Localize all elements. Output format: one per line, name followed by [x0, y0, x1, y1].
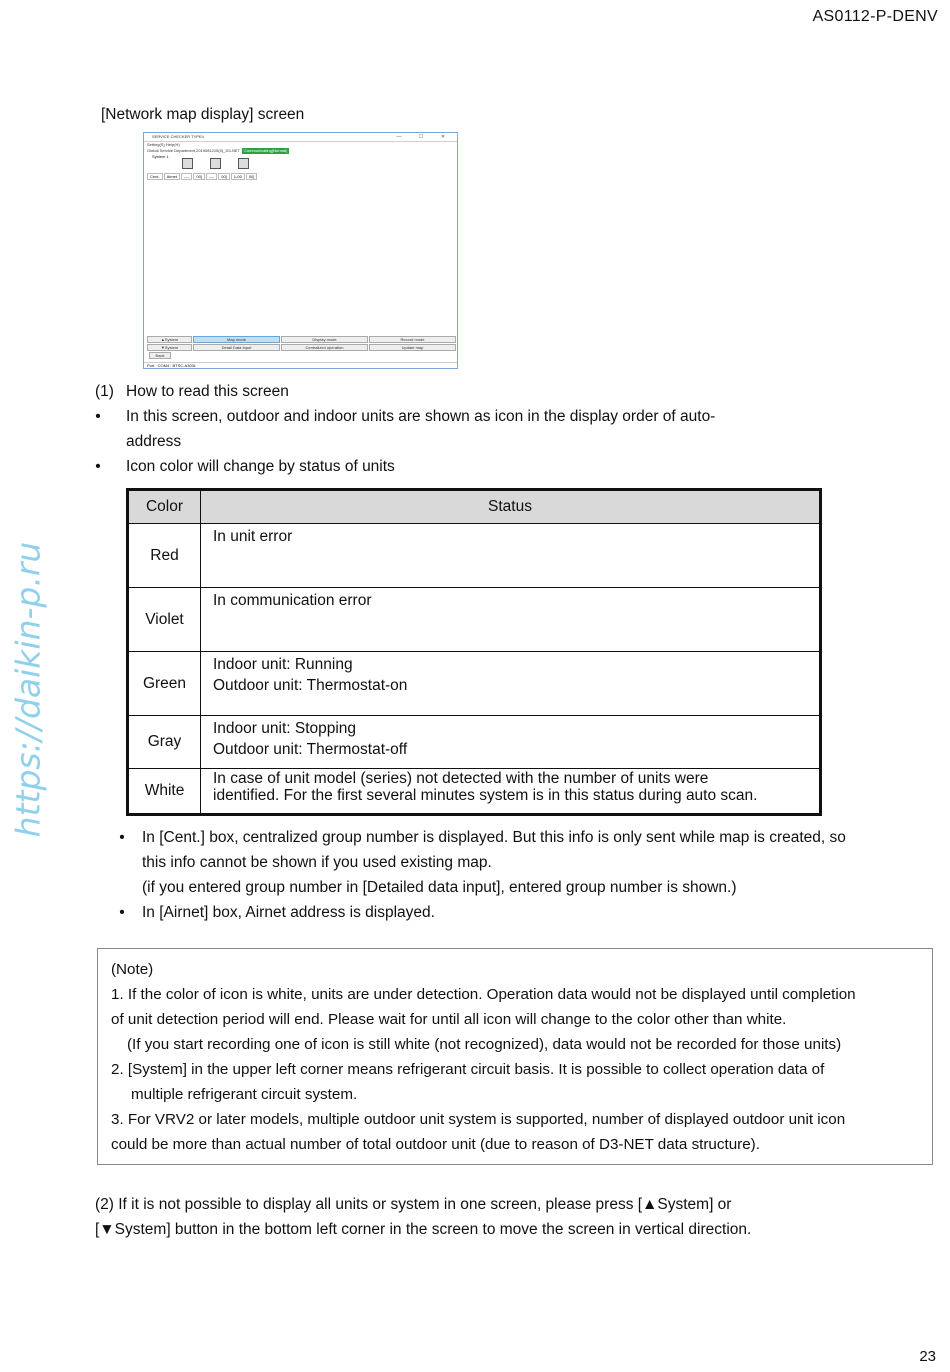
note-line: 3. For VRV2 or later models, multiple outdoor unit system is supported, number of displayed outdoor unit icon [111, 1111, 846, 1128]
thumb-back-button: Back [149, 352, 171, 359]
thumb-map-mode-button: Map mode [193, 336, 280, 343]
unit-icon [238, 158, 249, 169]
thumb-record-mode-button: Record mode [369, 336, 456, 343]
thumb-menubar: Setting(S) Help(H) [147, 142, 180, 147]
document-id: AS0112-P-DENV [812, 8, 938, 25]
note-line: of unit detection period will end. Please wait for until all icon will change to the color other than white. [111, 1011, 787, 1028]
thumb-button-row-2 [147, 344, 456, 351]
table-row [129, 716, 819, 769]
section1-heading: How to read this screen [126, 383, 289, 400]
thumb-box: Cent. [147, 173, 163, 180]
thumb-statusbar: Port : COM4 : BTSC-A303L [144, 362, 457, 368]
status-cell [201, 652, 819, 715]
thumb-comm-status: Communicating(Normal) [244, 148, 288, 153]
color-cell: Red [129, 524, 201, 587]
status-cell [201, 524, 819, 587]
status-line: In case of unit model (series) not detected with the number of units were [213, 770, 709, 787]
thumb-detail-data-button: Detail Data Input [193, 344, 280, 351]
section2-line2: [▼System] button in the bottom left corner in the screen to move the screen in vertical direction. [95, 1221, 752, 1238]
note-line: 1. If the color of icon is white, units are under detection. Operation data would not be displayed until completion [111, 986, 856, 1003]
thumb-button-row-1 [147, 336, 456, 343]
bullet-marker: • [119, 829, 125, 846]
note-line: (If you start recording one of icon is still white (not recognized), data would not be recorded for those units) [127, 1036, 842, 1053]
status-line: Outdoor unit: Thermostat-on [213, 677, 408, 694]
thumb-system-down-button: ▼System [147, 344, 192, 351]
thumb-system-label: System 1 [152, 154, 169, 159]
thumb-path: Global Service Department,2019081215(0)_D3-NET [147, 148, 240, 153]
bullet-marker: • [95, 458, 101, 475]
header-status: Status [488, 498, 532, 515]
table-row [129, 652, 819, 716]
thumb-box: ---- [206, 173, 217, 180]
thumb-address-boxes [147, 173, 258, 180]
watermark-url: https://daikin-p.ru [8, 541, 48, 838]
icon-color-table [126, 488, 822, 816]
bullet2-text: Icon color will change by status of units [126, 458, 395, 475]
thumb-titlebar [144, 133, 457, 142]
thumb-button-row-3 [147, 352, 456, 359]
note-box [97, 948, 933, 1165]
status-line: Indoor unit: Running [213, 656, 353, 673]
airnet-box-text: In [Airnet] box, Airnet address is displayed. [142, 904, 435, 921]
thumb-update-map-button: Update map [369, 344, 456, 351]
status-line: Outdoor unit: Thermostat-off [213, 741, 408, 758]
section2-line1: (2) If it is not possible to display all units or system in one screen, please press [▲System] or [95, 1196, 732, 1213]
header-color: Color [129, 491, 201, 523]
note-title: (Note) [111, 961, 154, 978]
thumb-display-mode-button: Display mode [281, 336, 368, 343]
color-cell: White [129, 769, 201, 813]
thumb-path-row [144, 148, 457, 154]
thumb-box: 1-00 [231, 173, 245, 180]
color-cell: Gray [129, 716, 201, 768]
bullet1-line2: address [126, 433, 182, 450]
cent-box-line1: In [Cent.] box, centralized group number is displayed. But this info is only sent while map is created, so [142, 829, 846, 846]
bullet-marker: • [95, 408, 101, 425]
thumb-centralized-button: Centralized operation [281, 344, 368, 351]
color-cell: Violet [129, 588, 201, 651]
thumb-window-controls: — ☐ ✕ [396, 134, 453, 140]
thumb-box: 00] [218, 173, 230, 180]
status-cell [201, 588, 819, 651]
page-number: 23 [919, 1348, 936, 1365]
bullet1-line1: In this screen, outdoor and indoor units are shown as icon in the display order of auto- [126, 408, 716, 425]
section1-number: (1) [95, 383, 114, 400]
status-line: identified. For the first several minutes system is in this status during auto scan. [213, 787, 758, 804]
thumb-box: ---- [181, 173, 192, 180]
screen-caption: [Network map display] screen [101, 106, 305, 123]
table-row [129, 588, 819, 652]
thumb-system-up-button: ▲System [147, 336, 192, 343]
thumb-box: 00] [193, 173, 205, 180]
note-line: 2. [System] in the upper left corner means refrigerant circuit basis. It is possible to collect operation data of [111, 1061, 825, 1078]
thumb-box: Airnet [164, 173, 180, 180]
unit-icon [210, 158, 221, 169]
status-cell [201, 716, 819, 768]
status-line: Indoor unit: Stopping [213, 720, 357, 737]
status-line: In unit error [213, 528, 293, 545]
bullet-marker: • [119, 904, 125, 921]
color-cell: Green [129, 652, 201, 715]
thumb-box: 00] [246, 173, 258, 180]
table-row [129, 524, 819, 588]
network-map-screenshot [143, 132, 458, 369]
note-line: could be more than actual number of total outdoor unit (due to reason of D3-NET data structure). [111, 1136, 760, 1153]
status-line: In communication error [213, 592, 372, 609]
status-cell [201, 769, 819, 813]
note-line: multiple refrigerant circuit system. [131, 1086, 358, 1103]
thumb-title: SERVICE CHECKER TYPE4 [152, 134, 204, 139]
table-header-row [129, 491, 819, 524]
cent-box-line2: this info cannot be shown if you used existing map. [142, 854, 492, 871]
unit-icon [182, 158, 193, 169]
cent-box-line3: (if you entered group number in [Detailed data input], entered group number is shown.) [142, 879, 737, 896]
table-row [129, 769, 819, 813]
